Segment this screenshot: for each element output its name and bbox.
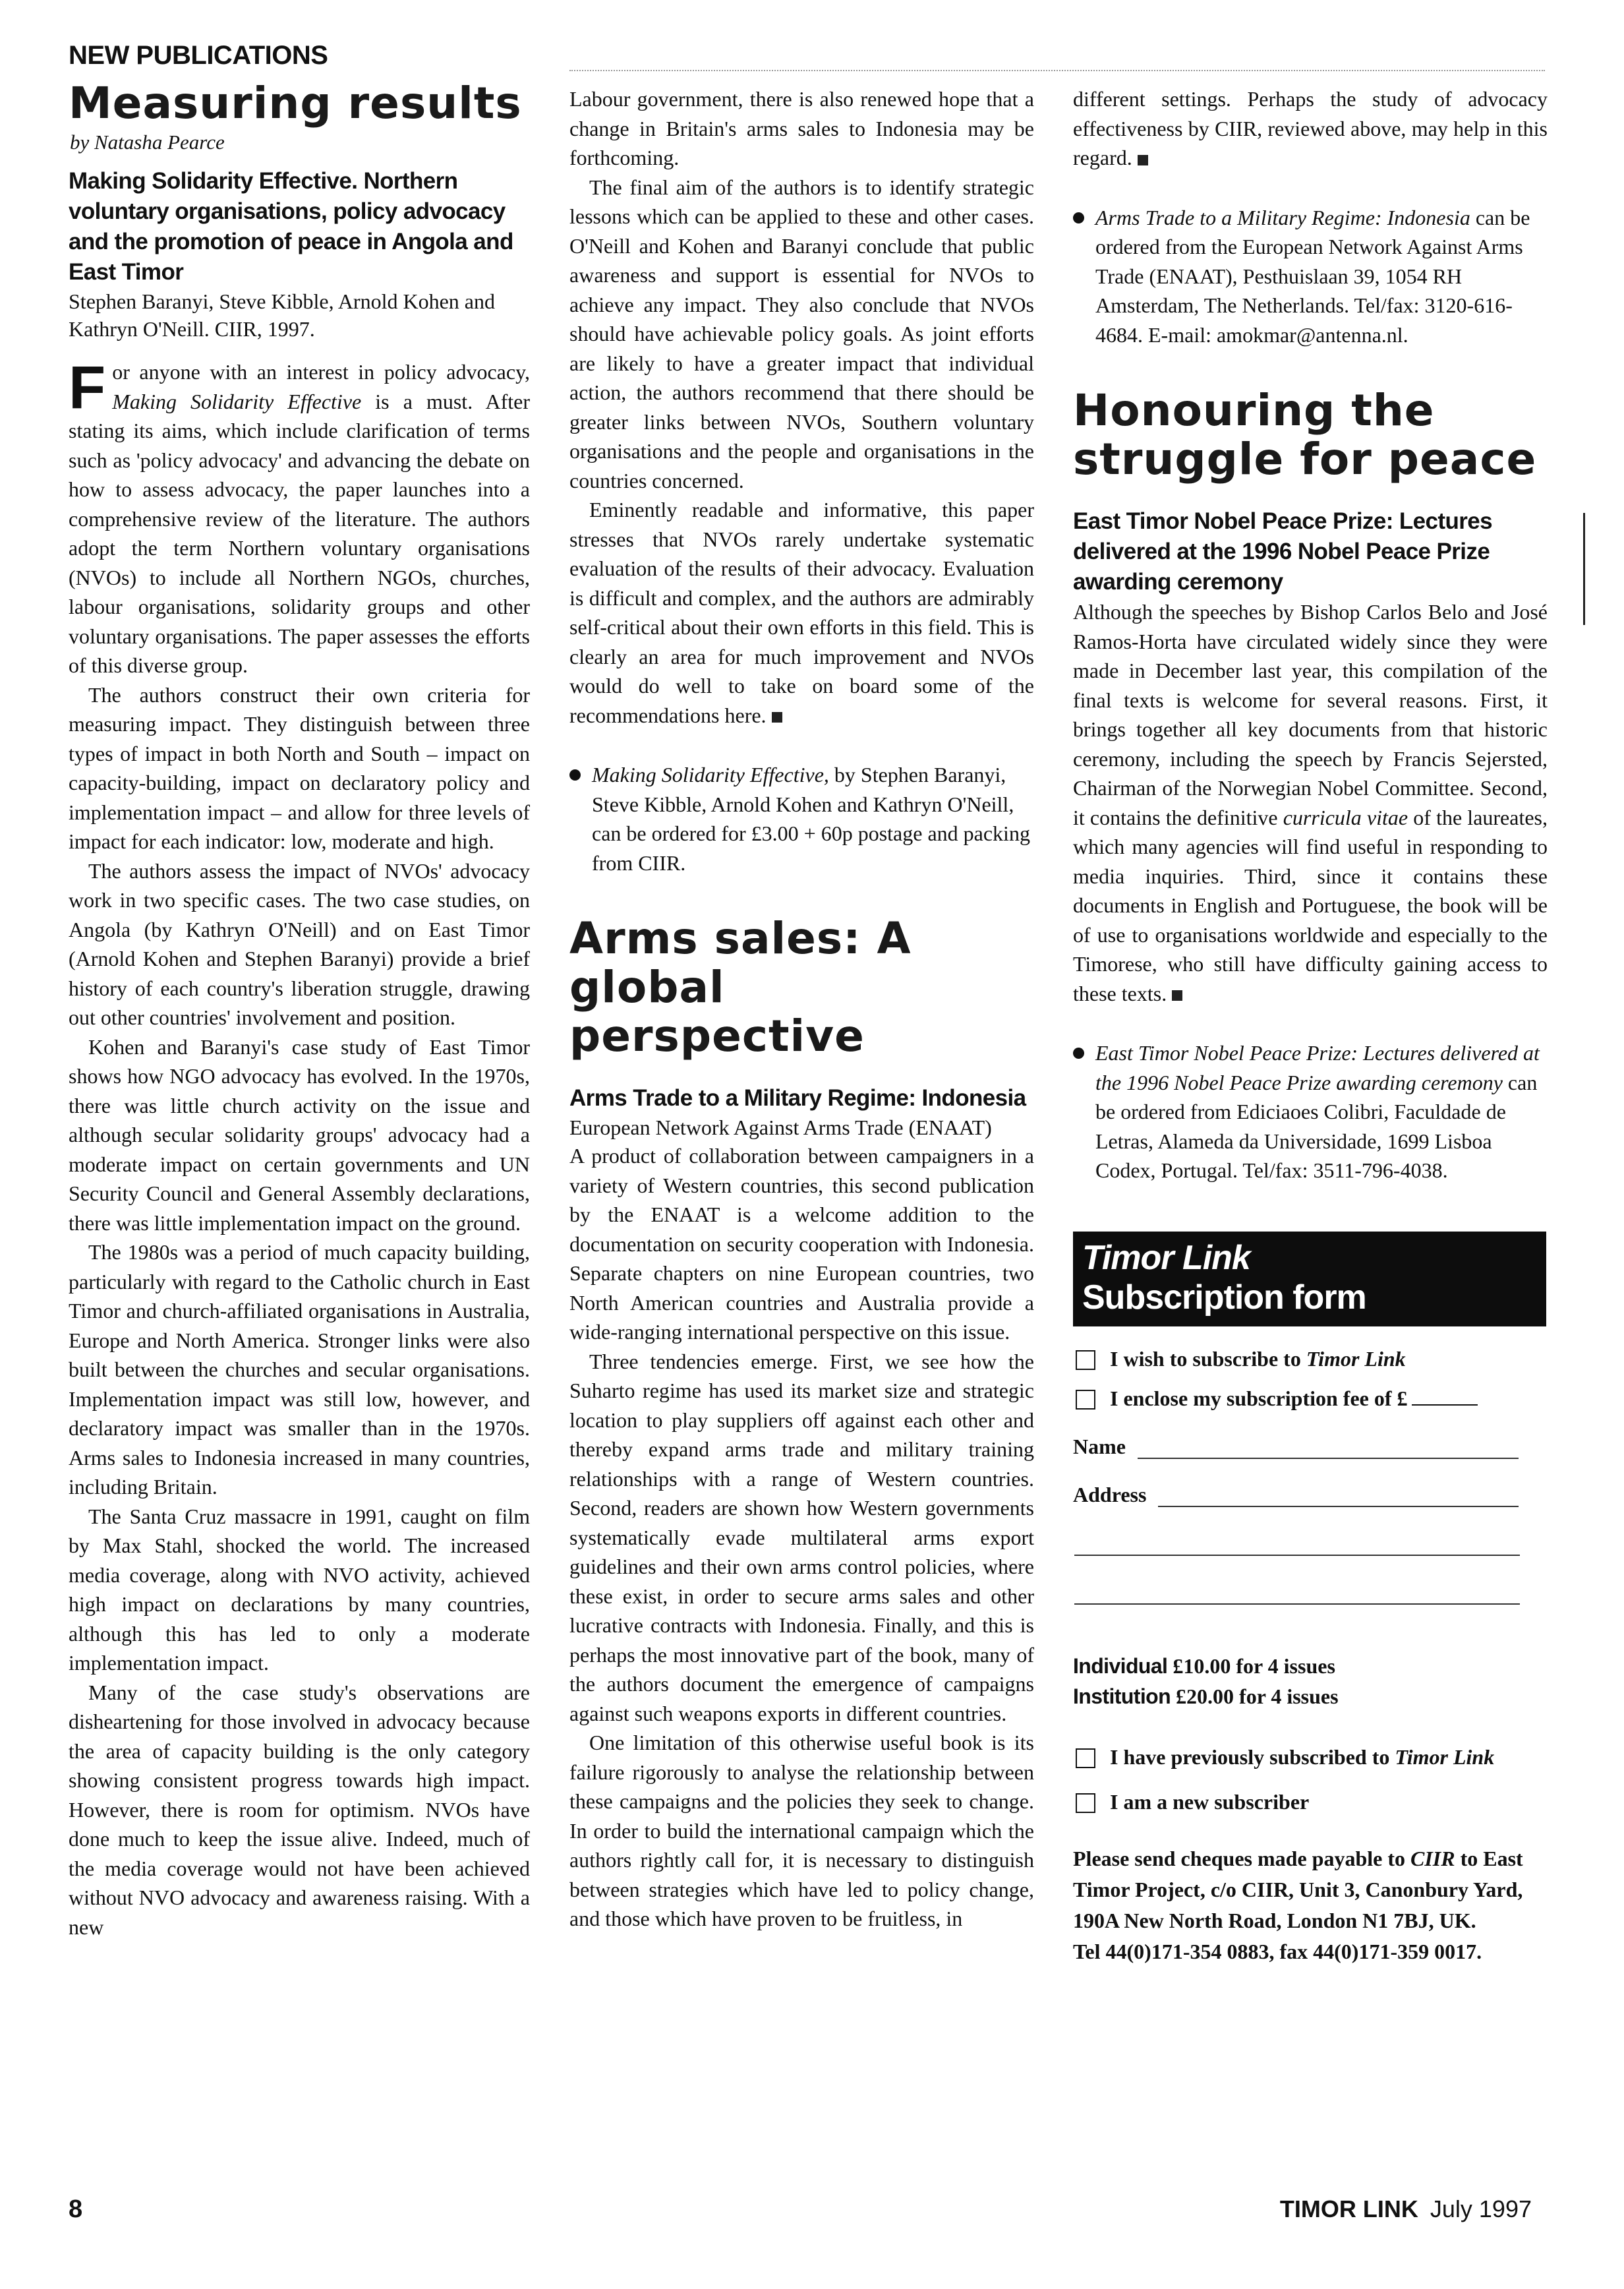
column-1 (69, 79, 530, 1942)
price-institution-label: Institution (1073, 1684, 1171, 1708)
article3-paragraph (1073, 597, 1548, 1008)
address-line-3[interactable] (1074, 1603, 1520, 1605)
column-2 (569, 84, 1034, 1934)
book-meta-making-solidarity: Stephen Baranyi, Steve Kibble, Arnold Kohen and Kathryn O'Neill. CIIR, 1997. (69, 289, 495, 341)
article3-body (1073, 597, 1548, 1008)
margin-mark (1583, 513, 1585, 625)
checkbox-icon[interactable] (1076, 1748, 1095, 1768)
bullet-icon (1073, 212, 1084, 223)
option-enclose-fee-label (1110, 1386, 1478, 1411)
order-rest: by Stephen Baranyi, Steve Kibble, Arnold Kohen and Kathryn O'Neill, can be ordered for £3.00 + 60p postage and packing from CIIR. (592, 763, 1030, 875)
section-label: NEW PUBLICATIONS (69, 41, 328, 70)
option-subscribe-text: I wish to subscribe to (1110, 1346, 1306, 1371)
footer-masthead (1280, 2195, 1532, 2223)
option-previous-italic: Timor Link (1395, 1744, 1495, 1769)
article1-paragraph: Kohen and Baranyi's case study of East Timor shows how NGO advocacy has evolved. In the 1970s, there was little church activity on the issue and although secular solidarity groups' advocacy had a moderate impact on certain governments and UN Security Council and General Assembly declarations, there was little implementation impact on the ground. (69, 1034, 530, 1235)
option-subscribe[interactable] (1073, 1346, 1548, 1371)
checkbox-icon[interactable] (1076, 1793, 1095, 1813)
article1-p1-prefix: or anyone with an interest in policy advocacy, (112, 360, 530, 384)
name-label: Name (1073, 1434, 1126, 1458)
book-title-nobel: East Timor Nobel Peace Prize: Lectures delivered at the 1996 Nobel Peace Prize awarding ceremony (1073, 508, 1492, 595)
article1-paragraph (69, 354, 530, 680)
price-institution (1073, 1681, 1548, 1711)
subscription-form (1073, 1232, 1548, 1967)
payment-instructions (1073, 1843, 1548, 1967)
article2-paragraph: Three tendencies emerge. First, we see how the Suharto regime has used its market size and strategic location to play suppliers off against each other and thereby expand arms trade and military training relationships with a range of Western countries. Second, readers are shown how Western governments systematically evade multilateral arms export guidelines and their own arms control policies, where these exist, in order to secure arms sales and other lucrative contracts with Indonesia. Finally, and this is perhaps the most innovative part of the book, many of the authors document the emergence of campaigns against such weapons exports in different countries. (569, 1349, 1034, 1725)
address-field[interactable] (1073, 1483, 1519, 1507)
instr-rest: to East Timor Project, c/o CIIR, Unit 3, Canonbury Yard, 190A New North Road, London N1 7BJ, UK. (1073, 1846, 1523, 1932)
headline-honouring-struggle: Honouring the struggle for peace (1073, 385, 1537, 485)
bullet-icon (569, 769, 581, 781)
form-header-title: Timor Link (1082, 1238, 1250, 1277)
article1-paragraph (569, 495, 1034, 730)
order-info-nobel (1073, 1038, 1548, 1185)
price-institution-value: £20.00 for 4 issues (1171, 1684, 1339, 1708)
end-mark-icon (1172, 990, 1182, 1001)
order-rest: can be ordered from the European Network Against Arms Trade (ENAAT), Pesthuislaan 39, 1054 RH Amsterdam, The Netherlands. Tel/fax: 3120-616-4684. E-mail: amokmar@antenna.nl. (1095, 205, 1530, 347)
instr-tel: Tel 44(0)171-354 0883, fax 44(0)171-359 0017. (1073, 1939, 1482, 1963)
order-italic-title: Making Solidarity Effective, (592, 763, 829, 787)
article3-p1-italic: curricula vitae (1283, 805, 1408, 829)
article3-p1a: Although the speeches by Bishop Carlos Belo and José Ramos-Horta have circulated widely since they were made in December last year, this compilation of the final texts is welcome for several reasons. First, it brings together all key documents from that historic ceremony, including the speech by Francis Sejersted, Chairman of the Norwegian Nobel Committee. Second, it contains the definitive (1073, 600, 1548, 829)
article2-body (569, 1141, 1034, 1934)
column-3 (1073, 84, 1548, 1967)
address-line-2[interactable] (1074, 1555, 1520, 1556)
option-previous-text: I have previously subscribed to (1110, 1744, 1395, 1769)
article1-p10-text: Eminently readable and informative, this paper stresses that NVOs rarely undertake systematic evaluation of the results of their advocacy. Evaluation is difficult and complex, and the authors are admirably self-critical about their own efforts in this field. This is clearly an area for much improvement and NVOs would do well to take on board some of the recommendations here. (569, 498, 1034, 727)
article2-paragraph: A product of collaboration between campaigners in a variety of Western countries, this second publication by the ENAAT is a welcome addition to the documentation on security cooperation with Indonesia. Separate chapters on nine European countries, two North American countries and Australia provide a wide-ranging international perspective on this issue. (569, 1144, 1034, 1344)
footer-date: July 1997 (1430, 2195, 1532, 2222)
end-mark-icon (1138, 155, 1148, 165)
dropcap: F (69, 354, 106, 421)
article1-paragraph: Labour government, there is also renewed hope that a change in Britain's arms sales to Indonesia may be forthcoming. (569, 87, 1034, 169)
page-number: 8 (69, 2195, 83, 2223)
article3-p1b: of the laureates, which many agencies will find useful in responding to media inquiries. Third, since it contains these documents in English and Portuguese, the book will be of use to organisations worldwide and especially to the Timorese, who still have difficulty gaining access to these texts. (1073, 805, 1548, 1005)
option-previous-label (1110, 1744, 1494, 1769)
bullet-icon (1073, 1048, 1084, 1059)
book-title-making-solidarity: Making Solidarity Effective. Northern voluntary organisations, policy advocacy and the promotion of peace in Angola and East Timor (69, 168, 513, 285)
option-previous-subscriber[interactable] (1073, 1744, 1548, 1769)
order-italic-title: East Timor Nobel Peace Prize: Lectures delivered at the 1996 Nobel Peace Prize awarding ceremony (1095, 1041, 1540, 1094)
order-info-making-solidarity (569, 760, 1034, 877)
option-subscribe-italic: Timor Link (1306, 1346, 1406, 1371)
article1-p1-italic: Making Solidarity Effective (112, 389, 362, 413)
article2-body-continued (1073, 84, 1548, 173)
article1-paragraph: The final aim of the authors is to identify strategic lessons which can be applied to these and other cases. O'Neill and Kohen and Baranyi conclude that public awareness and support is essential for NVOs to achieve any impact. They also conclude that NVOs should have achievable policy goals. As joint efforts are likely to have a greater impact that individual action, the authors recommend that there should be greater links between NVOs, Southern voluntary organisations and the people and organisations in the countries concerned. (569, 175, 1034, 492)
order-info-arms-trade (1073, 203, 1548, 350)
price-list (1073, 1651, 1548, 1711)
instr-italic: CIIR (1410, 1846, 1455, 1870)
option-enclose-fee[interactable] (1073, 1386, 1548, 1411)
instr-prefix: Please send cheques made payable to (1073, 1846, 1410, 1870)
article1-paragraph: Many of the case study's observations are disheartening for those involved in advocacy because the area of capacity building is the only category showing consistent progress towards high impact. However, there is room for optimism. NVOs have done much to keep the issue alive. Indeed, much of the media coverage would not have been achieved without NVO advocacy and awareness raising. With a new (69, 1680, 530, 1939)
article1-paragraph: The 1980s was a period of much capacity building, particularly with regard to the Catholic church in East Timor and church-affiliated organisations in Australia, Europe and North America. Stronger links were also built between the churches and secular organisations. Implementation impact was still low, however, and declaratory impact was smaller than in the 1970s. Arms sales to Indonesia increased in many countries, including Britain. (69, 1240, 530, 1499)
address-line[interactable] (1158, 1489, 1519, 1507)
order-rest: can be ordered from Ediciaoes Colibri, Faculdade de Letras, Alameda da Universidade, 1699 Lisboa Codex, Portugal. Tel/fax: 3511-796-4038. (1095, 1070, 1538, 1182)
checkbox-icon[interactable] (1076, 1350, 1095, 1370)
headline-arms-sales: Arms sales: A global perspective (569, 913, 912, 1061)
article2-paragraph (1073, 84, 1548, 173)
book-title-arms-trade: Arms Trade to a Military Regime: Indonesia (569, 1085, 1026, 1111)
fee-blank[interactable] (1412, 1404, 1478, 1406)
price-individual-value: £10.00 for 4 issues (1167, 1653, 1335, 1678)
book-meta-arms-trade: European Network Against Arms Trade (ENAAT) (569, 1115, 992, 1139)
price-individual (1073, 1651, 1548, 1681)
option-new-label: I am a new subscriber (1110, 1789, 1310, 1814)
option-new-subscriber[interactable] (1073, 1789, 1548, 1814)
footer-masthead-title: TIMOR LINK (1279, 2195, 1418, 2222)
name-field[interactable] (1073, 1435, 1519, 1459)
article1-body (69, 354, 530, 1942)
order-italic-title: Arms Trade to a Military Regime: Indonesia (1095, 205, 1470, 229)
article1-p1-rest: is a must. After stating its aims, which include clarification of terms such as 'policy advocacy' and advancing the debate on how to assess advocacy, the paper launches into a comprehensive review of the literature. The authors adopt the term Northern voluntary organisations (NVOs) to include all Northern NGOs, churches, labour organisations, solidarity groups and other voluntary organisations. The paper assesses the efforts of this diverse group. (69, 389, 530, 677)
article1-body-continued (569, 84, 1034, 730)
option-enclose-fee-text: I enclose my subscription fee of £ (1110, 1386, 1408, 1410)
article1-paragraph: The Santa Cruz massacre in 1991, caught on film by Max Stahl, shocked the world. The increased media coverage, along with NVO activity, achieved high impact on declarations by many countries, although this has led to only a moderate implementation impact. (69, 1504, 530, 1675)
article2-p4-text: different settings. Perhaps the study of advocacy effectiveness by CIIR, reviewed above, may help in this regard. (1073, 87, 1548, 169)
end-mark-icon (772, 712, 782, 723)
price-individual-label: Individual (1073, 1653, 1168, 1678)
byline: by Natasha Pearce (70, 131, 225, 154)
option-subscribe-label (1110, 1346, 1406, 1371)
article1-paragraph: The authors assess the impact of NVOs' advocacy work in two specific cases. The two case studies, on Angola (by Kathryn O'Neill) and on East Timor (Arnold Kohen and Stephen Baranyi) provide a brief history of each country's liberation struggle, drawing out other countries' involvement and position. (69, 858, 530, 1029)
article1-paragraph: The authors construct their own criteria for measuring impact. They distinguish between three types of impact in both North and South – impact on capacity-building, impact on declaratory policy and implementation impact – and allow for three levels of impact for each indicator: low, moderate and high. (69, 682, 530, 853)
top-rule (569, 70, 1545, 71)
name-line[interactable] (1138, 1441, 1519, 1459)
subscription-form-header (1073, 1232, 1546, 1326)
address-label: Address (1073, 1482, 1147, 1506)
headline-measuring-results: Measuring results (69, 78, 522, 129)
checkbox-icon[interactable] (1076, 1390, 1095, 1410)
form-header-subtitle: Subscription form (1082, 1278, 1366, 1317)
article2-paragraph: One limitation of this otherwise useful book is its failure rigorously to analyse the relationship between these campaigns and the policies they seek to change. In order to build the international campaign which the authors rightly call for, it is necessary to distinguish between strategies which have led to policy change, and those which have proven to be fruitless, in (569, 1731, 1034, 1930)
